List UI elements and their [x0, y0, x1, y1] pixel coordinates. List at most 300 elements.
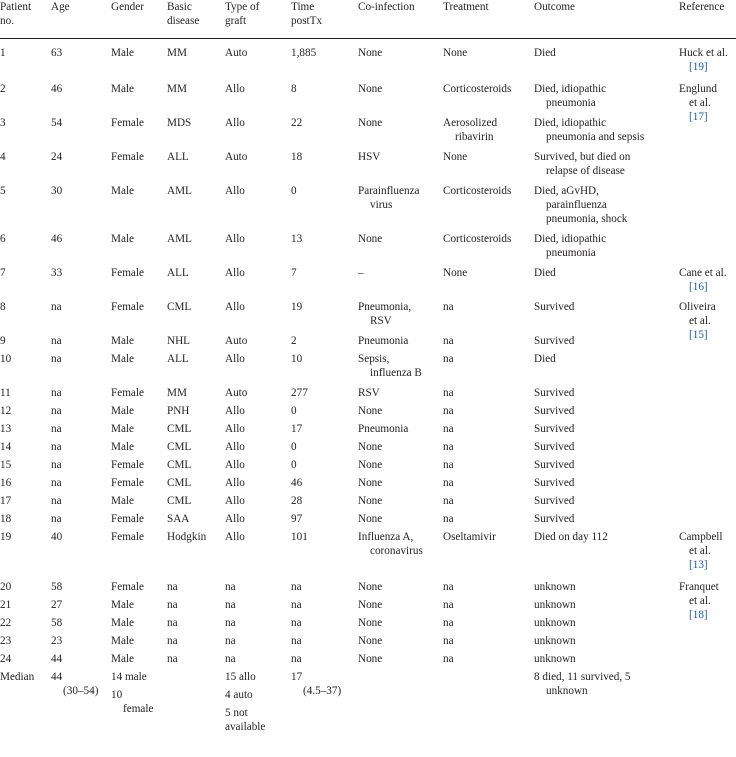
column-header-line: Time [291, 1, 315, 13]
cell-line: na [51, 495, 62, 507]
cell-line: 8 [0, 301, 6, 313]
cell-treatment [443, 300, 454, 314]
cell-line: na [443, 423, 454, 435]
cell-line: 44 [51, 671, 63, 683]
cell-coinfection [358, 232, 382, 246]
cell-line: None [358, 47, 383, 59]
cell-line: Allo [225, 83, 245, 95]
cell-disease [167, 116, 191, 130]
cell-graft [225, 616, 236, 630]
cell-patient [0, 476, 11, 490]
cell-gender [111, 266, 144, 280]
cell-gender [111, 116, 144, 130]
cell-line: na [291, 635, 302, 647]
cell-line: 14 [0, 441, 12, 453]
cell-line: Male [111, 47, 134, 59]
cell-coinfection [358, 652, 382, 666]
cell-disease [167, 458, 191, 472]
cell-graft [225, 404, 245, 418]
cell-line: Male [111, 83, 134, 95]
cell-graft [225, 232, 245, 246]
cell-line: 101 [291, 531, 308, 543]
cell-age [51, 266, 62, 280]
cell-line: NHL [167, 335, 190, 347]
cell-coinfection [358, 386, 380, 400]
cell-outcome [534, 184, 627, 226]
cell-time [291, 150, 302, 164]
cell-line: na [51, 335, 62, 347]
cell-time [291, 266, 297, 280]
cell-time [291, 530, 308, 544]
cell-graft [225, 580, 236, 594]
cell-line: na [167, 581, 178, 593]
cell-line: Died [534, 353, 556, 365]
cell-line: None [358, 233, 383, 245]
cell-outcome [534, 652, 576, 666]
column-header-patient [0, 0, 31, 28]
cell-line: na [443, 617, 454, 629]
cell-disease [167, 422, 191, 436]
cell-outcome [534, 616, 576, 630]
cell-line: 8 died, 11 survived, 5 [534, 671, 631, 683]
cell-line: None [358, 495, 383, 507]
cell-time [291, 512, 302, 526]
cell-treatment [443, 616, 454, 630]
cell-line: Auto [225, 335, 248, 347]
cell-line: Englund [679, 83, 717, 95]
cell-coinfection [358, 530, 423, 558]
cell-line: Pneumonia, [358, 301, 412, 313]
cell-line: None [443, 47, 468, 59]
cell-coinfection [358, 404, 382, 418]
cell-line: parainfluenza [546, 199, 607, 211]
cell-disease [167, 184, 192, 198]
cell-line: na [51, 353, 62, 365]
cell-line: Male [111, 617, 134, 629]
cell-time [291, 598, 302, 612]
cell-disease [167, 300, 191, 314]
cell-line: Allo [225, 185, 245, 197]
cell-line: Survived [534, 387, 575, 399]
cell-line: Auto [225, 47, 248, 59]
cell-line: Franquet [679, 581, 719, 593]
cell-outcome [534, 300, 574, 314]
cell-line: Male [111, 653, 134, 665]
cell-coinfection [358, 440, 382, 454]
cell-line: 18 [0, 513, 12, 525]
cell-line: Male [111, 405, 134, 417]
cell-patient [0, 266, 6, 280]
cell-line: Female [111, 301, 144, 313]
cell-reference [679, 300, 716, 342]
cell-graft [225, 352, 245, 366]
cell-line: na [443, 513, 454, 525]
cell-outcome [534, 580, 576, 594]
cell-line: na [51, 513, 62, 525]
cell-line: 21 [0, 599, 12, 611]
cell-coinfection [358, 476, 382, 490]
cell-coinfection [358, 512, 382, 526]
cell-graft [225, 386, 247, 400]
cell-line: 22 [291, 117, 303, 129]
cell-disease [167, 634, 178, 648]
cell-line: 30 [51, 185, 63, 197]
cell-line: na [225, 581, 236, 593]
cell-patient [0, 494, 11, 508]
cell-gender [111, 476, 144, 490]
cell-line: unknown [534, 653, 576, 665]
cell-time [291, 422, 302, 436]
cell-line: 0 [291, 185, 297, 197]
cell-time [291, 494, 302, 508]
cell-treatment [443, 116, 497, 144]
cell-line: Survived [534, 335, 575, 347]
cell-line: None [358, 83, 383, 95]
cell-gender [111, 634, 134, 648]
cell-line: Female [111, 117, 144, 129]
cell-line: Died, idiopathic [534, 83, 607, 95]
cell-treatment [443, 184, 511, 198]
cell-line: CML [167, 423, 192, 435]
cell-coinfection [358, 334, 408, 348]
cell-line: Allo [225, 441, 245, 453]
cell-line: Female [111, 531, 144, 543]
cell-disease [167, 334, 190, 348]
cell-time [291, 184, 297, 198]
cell-line: 23 [51, 635, 63, 647]
cell-patient [0, 232, 6, 246]
cell-line: 17 [291, 671, 303, 683]
table-header [0, 0, 736, 36]
cell-treatment [443, 530, 496, 544]
cell-line: et al. [689, 595, 711, 607]
cell-line: Aerosolized [443, 117, 498, 129]
cell-treatment [443, 334, 454, 348]
cell-disease [167, 150, 189, 164]
cell-reference [679, 530, 723, 572]
cell-graft [225, 116, 245, 130]
cell-line: 13 [0, 423, 12, 435]
cell-line: Male [111, 335, 134, 347]
cell-disease [167, 476, 191, 490]
cell-line: None [358, 653, 383, 665]
cell-line: Allo [225, 405, 245, 417]
cell-line: MM [167, 47, 187, 59]
cell-time [291, 334, 297, 348]
cell-line: 24 [0, 653, 12, 665]
cell-line: 27 [51, 599, 63, 611]
cell-disease [167, 386, 187, 400]
cell-age [51, 634, 62, 648]
cell-line: Survived, but died on [534, 151, 631, 163]
cell-line: na [225, 653, 236, 665]
cell-age [51, 300, 62, 314]
cell-graft [225, 300, 245, 314]
cell-line: Oliveira [679, 301, 716, 313]
cell-line: na [443, 495, 454, 507]
cell-outcome [534, 386, 574, 400]
cell-age [51, 652, 62, 666]
cell-coinfection [358, 580, 382, 594]
cell-line: Died [534, 267, 556, 279]
cell-age [51, 334, 62, 348]
cell-line: relapse of disease [546, 165, 625, 177]
cell-treatment [443, 494, 454, 508]
cell-line: 5 not [225, 707, 248, 719]
column-header-line: Treatment [443, 1, 489, 13]
cell-coinfection [358, 458, 382, 472]
cell-patient [0, 300, 6, 314]
cell-outcome [534, 352, 556, 366]
cell-line: 0 [291, 441, 297, 453]
cell-line: 15 allo [225, 671, 256, 683]
cell-line: na [443, 581, 454, 593]
cell-outcome [534, 494, 574, 508]
cell-line: Allo [225, 267, 245, 279]
cell-outcome [534, 232, 606, 260]
cell-line: 23 [0, 635, 12, 647]
cell-treatment [443, 652, 454, 666]
cell-line: HSV [358, 151, 381, 163]
column-header-time [291, 0, 322, 28]
cell-line: [18] [689, 609, 708, 621]
cell-line: 10 [111, 689, 123, 701]
cell-line: na [291, 653, 302, 665]
cell-line: Female [111, 267, 144, 279]
cell-treatment [443, 512, 454, 526]
cell-line: Parainfluenza [358, 185, 420, 197]
cell-age [51, 82, 62, 96]
cell-disease [167, 616, 178, 630]
cell-gender [111, 652, 134, 666]
cell-line: Allo [225, 513, 245, 525]
cell-treatment [443, 404, 454, 418]
cell-outcome [534, 512, 574, 526]
cell-age [51, 616, 62, 630]
cell-time [291, 82, 297, 96]
cell-line: na [51, 423, 62, 435]
cell-age [51, 512, 62, 526]
cell-line: CML [167, 459, 192, 471]
cell-line: Female [111, 477, 144, 489]
cell-line: Died, aGvHD, [534, 185, 599, 197]
cell-line: Allo [225, 233, 245, 245]
cell-patient [0, 386, 11, 400]
cell-line: available [225, 721, 266, 733]
cell-patient [0, 352, 11, 366]
cell-line: None [358, 599, 383, 611]
cell-graft [225, 422, 245, 436]
cell-line: 3 [0, 117, 6, 129]
cell-coinfection [358, 352, 422, 380]
cell-age [51, 598, 62, 612]
cell-line: et al. [689, 97, 711, 109]
cell-line: None [358, 477, 383, 489]
cell-line: MM [167, 83, 187, 95]
cell-patient [0, 458, 11, 472]
cell-patient [0, 670, 34, 684]
column-header-gender [111, 0, 144, 14]
cell-graft [225, 598, 236, 612]
cell-treatment [443, 266, 467, 280]
cell-reference [679, 266, 727, 294]
cell-line: Female [111, 387, 144, 399]
cell-outcome [534, 82, 606, 110]
cell-line: 17 [291, 423, 303, 435]
cell-line: Allo [225, 353, 245, 365]
cell-line: 11 [0, 387, 11, 399]
cell-line: 19 [291, 301, 303, 313]
cell-reference [679, 82, 717, 124]
cell-line: na [443, 387, 454, 399]
cell-line: Corticosteroids [443, 185, 512, 197]
cell-coinfection [358, 616, 382, 630]
cell-graft [225, 634, 236, 648]
cell-line: 1,885 [291, 47, 317, 59]
cell-line: [19] [689, 61, 708, 73]
cell-line: Auto [225, 151, 248, 163]
cell-gender [111, 512, 144, 526]
cell-line: Sepsis, [358, 353, 390, 365]
cell-line: Auto [225, 387, 248, 399]
cell-patient [0, 82, 6, 96]
cell-line: 40 [51, 531, 63, 543]
cell-disease [167, 580, 178, 594]
cell-line: AML [167, 233, 192, 245]
cell-line: 54 [51, 117, 63, 129]
cell-line: 2 [0, 83, 6, 95]
cell-patient [0, 616, 11, 630]
cell-line: 5 [0, 185, 6, 197]
cell-patient [0, 184, 6, 198]
cell-line: Died on day 112 [534, 531, 608, 543]
cell-line: (4.5–37) [303, 685, 342, 697]
cell-disease [167, 46, 187, 60]
cell-line: ALL [167, 151, 189, 163]
cell-time [291, 404, 297, 418]
cell-treatment [443, 232, 511, 246]
cell-line: pneumonia, shock [546, 213, 628, 225]
cell-line: None [358, 635, 383, 647]
cell-patient [0, 652, 11, 666]
cell-line: Allo [225, 459, 245, 471]
column-header-graft [225, 0, 259, 28]
cell-patient [0, 150, 6, 164]
cell-line: pneumonia [546, 247, 596, 259]
column-header-line: Co-infection [358, 1, 415, 13]
cell-outcome [534, 404, 574, 418]
cell-line: 19 [0, 531, 12, 543]
cell-line: pneumonia and sepsis [546, 131, 645, 143]
cell-time [291, 458, 297, 472]
cell-graft [225, 334, 247, 348]
cell-line: na [51, 459, 62, 471]
cell-gender [111, 580, 144, 594]
cell-coinfection [358, 634, 382, 648]
cell-line: Survived [534, 459, 575, 471]
cell-line: Median [0, 671, 35, 683]
cell-gender [111, 300, 144, 314]
cell-outcome [534, 150, 630, 178]
cell-line: Female [111, 581, 144, 593]
cell-line: na [443, 441, 454, 453]
cell-line: None [358, 405, 383, 417]
cell-treatment [443, 598, 454, 612]
cell-line: SAA [167, 513, 190, 525]
cell-age [51, 422, 62, 436]
cell-line: Female [111, 151, 144, 163]
cell-graft [225, 184, 245, 198]
cell-outcome [534, 46, 556, 60]
column-header-coinfection [358, 0, 415, 14]
cell-outcome [534, 266, 556, 280]
cell-line: Died [534, 47, 556, 59]
cell-line: Male [111, 185, 134, 197]
cell-line: ALL [167, 267, 189, 279]
cell-age [51, 476, 62, 490]
cell-coinfection [358, 598, 382, 612]
cell-line: 7 [0, 267, 6, 279]
cell-line: na [51, 477, 62, 489]
cell-line: pneumonia [546, 97, 596, 109]
cell-line: 63 [51, 47, 63, 59]
cell-treatment [443, 150, 467, 164]
cell-line: 10 [291, 353, 303, 365]
cell-line: Survived [534, 405, 575, 417]
cell-line: None [358, 617, 383, 629]
cell-gender [111, 458, 144, 472]
cell-line: na [291, 617, 302, 629]
cell-line: 58 [51, 617, 63, 629]
cell-line: na [167, 653, 178, 665]
cell-line: influenza B [370, 367, 422, 379]
cell-disease [167, 266, 189, 280]
cell-time [291, 634, 302, 648]
cell-line: 0 [291, 405, 297, 417]
cell-outcome [534, 422, 574, 436]
cell-line: 46 [291, 477, 303, 489]
cell-line: na [51, 441, 62, 453]
cell-line: CML [167, 441, 192, 453]
cell-gender [111, 440, 134, 454]
cell-graft [225, 440, 245, 454]
cell-line: 7 [291, 267, 297, 279]
column-header-treatment [443, 0, 489, 14]
cell-time [291, 580, 302, 594]
cell-disease [167, 652, 178, 666]
column-header-line: Type of [225, 1, 260, 13]
cell-outcome [534, 476, 574, 490]
header-rule [0, 38, 736, 39]
cell-outcome [534, 458, 574, 472]
cell-line: 97 [291, 513, 303, 525]
cell-coinfection [358, 116, 382, 130]
cell-line: Cane et al. [679, 267, 727, 279]
cell-line: Male [111, 423, 134, 435]
cell-line: CML [167, 495, 192, 507]
cell-line: unknown [546, 685, 588, 697]
cell-gender [111, 352, 134, 366]
cell-line: na [443, 635, 454, 647]
cell-line: Died, idiopathic [534, 117, 607, 129]
cell-line: Influenza A, [358, 531, 414, 543]
cell-patient [0, 530, 11, 544]
column-header-line: graft [225, 15, 247, 27]
cell-gender [111, 334, 134, 348]
cell-line: Corticosteroids [443, 233, 512, 245]
cell-line: unknown [534, 599, 576, 611]
cell-time [291, 232, 302, 246]
